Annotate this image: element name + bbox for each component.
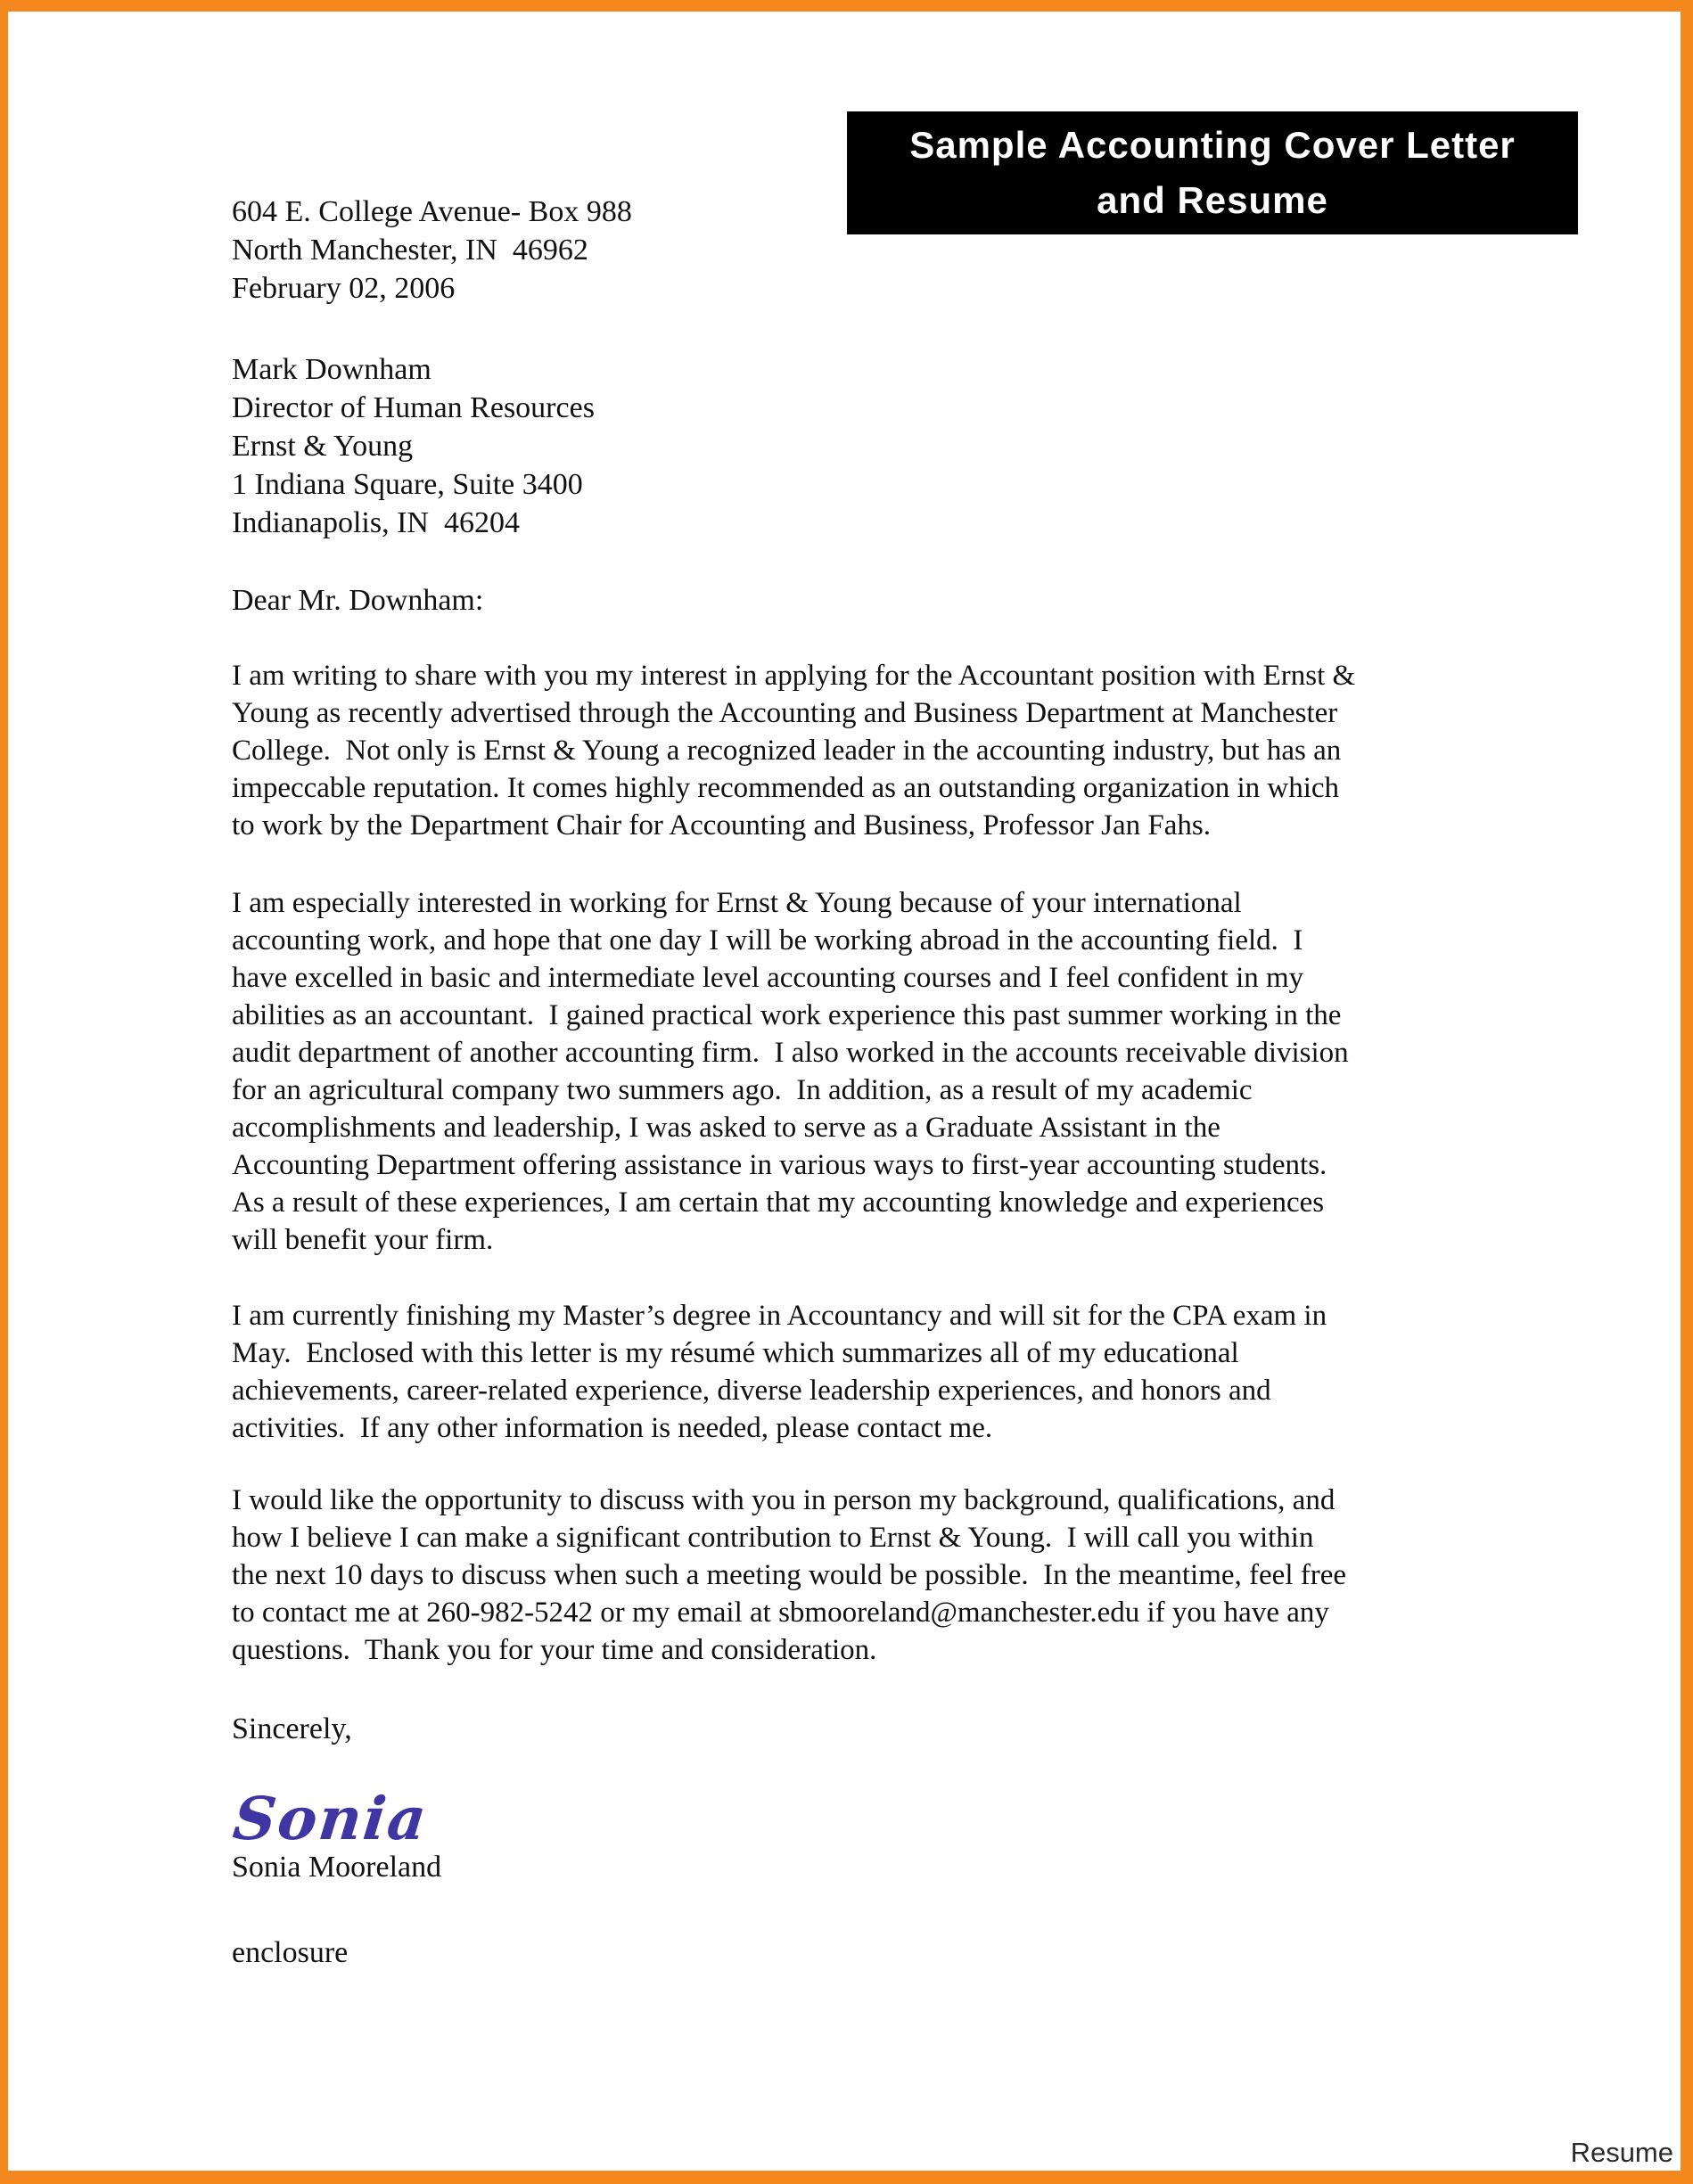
paragraph-line: will benefit your firm.	[232, 1224, 494, 1256]
paragraph-line: for an agricultural company two summers ago. In addition, as a result of my academic	[232, 1074, 1253, 1106]
paragraph-line: activities. If any other information is needed, please contact me.	[232, 1412, 993, 1444]
sender-street: 604 E. College Avenue- Box 988	[232, 195, 632, 228]
paragraph-line: impeccable reputation. It comes highly recommended as an outstanding organization in which	[232, 772, 1340, 804]
enclosure-note: enclosure	[232, 1936, 349, 1969]
sender-city: North Manchester, IN 46962	[232, 234, 588, 267]
recipient-name: Mark Downham	[232, 353, 431, 386]
paragraph-intro	[232, 657, 1551, 844]
title-banner-line2: and Resume	[1097, 179, 1328, 221]
paragraph-line: As a result of these experiences, I am certain that my accounting knowledge and experiences	[232, 1186, 1325, 1219]
recipient-city: Indianapolis, IN 46204	[232, 506, 520, 539]
salutation: Dear Mr. Downham:	[232, 584, 484, 617]
recipient-title: Director of Human Resources	[232, 391, 595, 424]
recipient-address-block	[232, 350, 595, 542]
paragraph-line: achievements, career-related experience, diverse leadership experiences, and honors and	[232, 1375, 1271, 1407]
sender-address-block	[232, 193, 632, 308]
paragraph-line: I am especially interested in working for Ernst & Young because of your international	[232, 887, 1242, 919]
paragraph-line: I am currently finishing my Master’s degree in Accountancy and will sit for the CPA exam in	[232, 1300, 1327, 1332]
paragraph-line: May. Enclosed with this letter is my résumé which summarizes all of my educational	[232, 1337, 1239, 1369]
handwritten-signature: Sonia	[230, 1784, 431, 1853]
paragraph-line: I am writing to share with you my interest in applying for the Accountant position with Ernst &	[232, 660, 1356, 692]
resume-corner-label: Resume	[1570, 2137, 1673, 2168]
paragraph-line: the next 10 days to discuss when such a meeting would be possible. In the meantime, feel free	[232, 1559, 1347, 1591]
recipient-street: 1 Indiana Square, Suite 3400	[232, 468, 583, 501]
closing: Sincerely,	[232, 1712, 352, 1745]
paragraph-education	[232, 1297, 1551, 1447]
paragraph-line: accomplishments and leadership, I was asked to serve as a Graduate Assistant in the	[232, 1112, 1220, 1144]
title-banner-line1: Sample Accounting Cover Letter	[909, 124, 1516, 166]
paragraph-line: I would like the opportunity to discuss with you in person my background, qualifications, and	[232, 1484, 1335, 1516]
paragraph-line: College. Not only is Ernst & Young a recognized leader in the accounting industry, but has an	[232, 735, 1342, 767]
paragraph-line: accounting work, and hope that one day I will be working abroad in the accounting field. I	[232, 924, 1303, 957]
paragraph-line: to contact me at 260-982-5242 or my email at sbmooreland@manchester.edu if you have any	[232, 1597, 1329, 1629]
paragraph-line: questions. Thank you for your time and consideration.	[232, 1634, 877, 1666]
paragraph-line: Young as recently advertised through the Accounting and Business Department at Manchester	[232, 697, 1338, 729]
paragraph-line: abilities as an accountant. I gained practical work experience this past summer working in the	[232, 999, 1342, 1031]
signature-name: Sonia Mooreland	[232, 1851, 442, 1884]
title-banner	[847, 111, 1578, 234]
paragraph-line: to work by the Department Chair for Accounting and Business, Professor Jan Fahs.	[232, 809, 1211, 842]
letter-date: February 02, 2006	[232, 272, 456, 305]
paragraph-line: how I believe I can make a significant contribution to Ernst & Young. I will call you within	[232, 1522, 1314, 1554]
paragraph-line: Accounting Department offering assistance in various ways to first-year accounting students.	[232, 1149, 1327, 1181]
paragraph-line: have excelled in basic and intermediate level accounting courses and I feel confident in my	[232, 962, 1304, 994]
paragraph-contact	[232, 1482, 1551, 1669]
recipient-company: Ernst & Young	[232, 430, 414, 463]
paragraph-line: audit department of another accounting firm. I also worked in the accounts receivable division	[232, 1037, 1349, 1069]
paragraph-experience	[232, 884, 1551, 1259]
